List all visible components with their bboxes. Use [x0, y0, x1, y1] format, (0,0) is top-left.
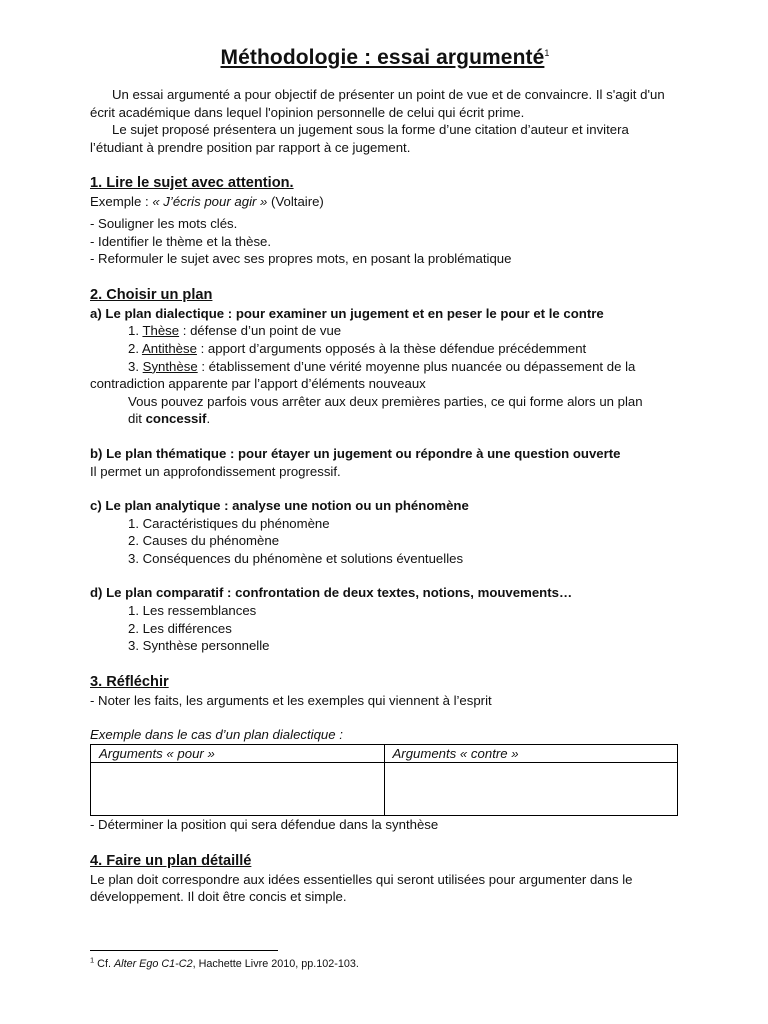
plan-d-item: 2. Les différences	[128, 620, 232, 636]
example-author: (Voltaire)	[267, 194, 324, 210]
plan-c-item: 1. Caractéristiques du phénomène	[128, 515, 330, 531]
plan-a-title: a) Le plan dialectique : pour examiner un jugement et en peser le pour et le contre	[90, 305, 604, 321]
item-term: Antithèse	[141, 340, 197, 356]
table-header-row	[91, 745, 678, 763]
page-title: Méthodologie : essai argumenté$^1$	[220, 46, 550, 69]
plan-a-note: Vous pouvez parfois vous arrêter aux deux premières parties, ce qui forme alors un plan	[128, 393, 643, 409]
section-3-line: - Noter les faits, les arguments et les exemples qui viennent à l’esprit	[90, 692, 492, 708]
item-text: : établissement d’une vérité moyenne plus nuancée ou dépassement de la	[197, 358, 636, 374]
plan-a-item	[128, 358, 680, 376]
plan-a-item-3-continuation: contradiction apparente par l’apport d’éléments nouveaux	[90, 376, 426, 392]
item-term: Thèse	[142, 323, 180, 339]
table-cell-contre	[384, 763, 678, 816]
arguments-table	[90, 744, 678, 816]
item-term: Synthèse	[142, 358, 198, 374]
footnote-reference: , Hachette Livre 2010, pp.102-103.	[192, 958, 359, 970]
plan-a-item	[128, 322, 680, 340]
plan-c-list	[90, 515, 680, 568]
column-header-contre: Arguments « contre »	[384, 745, 678, 763]
section-1-example	[90, 193, 680, 211]
plan-d-list	[90, 602, 680, 655]
item-number: 2.	[128, 340, 142, 356]
item-text: : défense d’un point de vue	[179, 323, 342, 339]
note-bold-term: concessif	[145, 411, 207, 427]
section-1-heading: 1. Lire le sujet avec attention.	[90, 175, 294, 192]
section-1-bullet: - Reformuler le sujet avec ses propres mots, en posant la problématique	[90, 251, 512, 267]
page-title-text: Méthodologie : essai argumenté	[220, 46, 545, 69]
section-1-bullet: - Identifier le thème et la thèse.	[90, 233, 272, 249]
plan-a-item	[128, 340, 680, 358]
item-number: 1.	[128, 323, 143, 339]
item-text: : apport d’arguments opposés à la thèse défendue précédemment	[196, 340, 587, 356]
plan-c-title: c) Le plan analytique : analyse une notion ou un phénomène	[90, 498, 469, 514]
note-period: .	[206, 411, 211, 427]
footnote-book-title: Alter Ego C1-C2	[113, 958, 193, 970]
plan-a-list	[90, 322, 680, 375]
plan-a-note-end	[90, 410, 680, 428]
intro-paragraph-1: Un essai argumenté a pour objectif de présenter un point de vue et de convaincre. Il s'agit d'un écrit académique dans lequel l'opinion personnelle de celui qui écrit prime.	[90, 87, 665, 120]
table-caption: Exemple dans le cas d’un plan dialectique :	[90, 727, 343, 743]
footnote	[90, 957, 359, 971]
footnote-divider	[90, 950, 278, 951]
table-cell-pour	[91, 763, 385, 816]
plan-c-item: 3. Conséquences du phénomène et solutions éventuelles	[128, 550, 464, 566]
intro-paragraph-2: Le sujet proposé présentera un jugement sous la forme d’une citation d’auteur et invitera l’étudiant à prendre position par rapport à ce jugement.	[90, 122, 629, 155]
section-4-text: Le plan doit correspondre aux idées essentielles qui seront utilisées pour argumenter dans le développement. Il doit être concis et simple.	[90, 871, 633, 905]
example-prefix: Exemple :	[90, 194, 153, 210]
section-2-heading: 2. Choisir un plan	[90, 286, 213, 303]
item-number: 3.	[128, 358, 143, 374]
note-text: dit	[128, 411, 146, 427]
plan-d-item: 1. Les ressemblances	[128, 603, 257, 619]
section-3-line: - Déterminer la position qui sera défendue dans la synthèse	[90, 817, 439, 833]
footnote-mark: 1	[90, 955, 95, 965]
example-quote: « J’écris pour agir »	[152, 194, 268, 210]
column-header-pour: Arguments « pour »	[91, 745, 385, 763]
plan-d-item: 3. Synthèse personnelle	[128, 638, 270, 654]
plan-b-title: b) Le plan thématique : pour étayer un jugement ou répondre à une question ouverte	[90, 445, 621, 461]
plan-b-text: Il permet un approfondissement progressif.	[90, 463, 341, 479]
section-4-heading: 4. Faire un plan détaillé	[90, 852, 252, 869]
footnote-prefix: Cf.	[94, 958, 114, 970]
document-body	[90, 44, 680, 906]
table-row	[91, 763, 678, 816]
section-3-heading: 3. Réfléchir	[90, 673, 169, 690]
section-1-bullet: - Souligner les mots clés.	[90, 215, 238, 231]
plan-c-item: 2. Causes du phénomène	[128, 533, 280, 549]
plan-d-title: d) Le plan comparatif : confrontation de deux textes, notions, mouvements…	[90, 585, 573, 601]
